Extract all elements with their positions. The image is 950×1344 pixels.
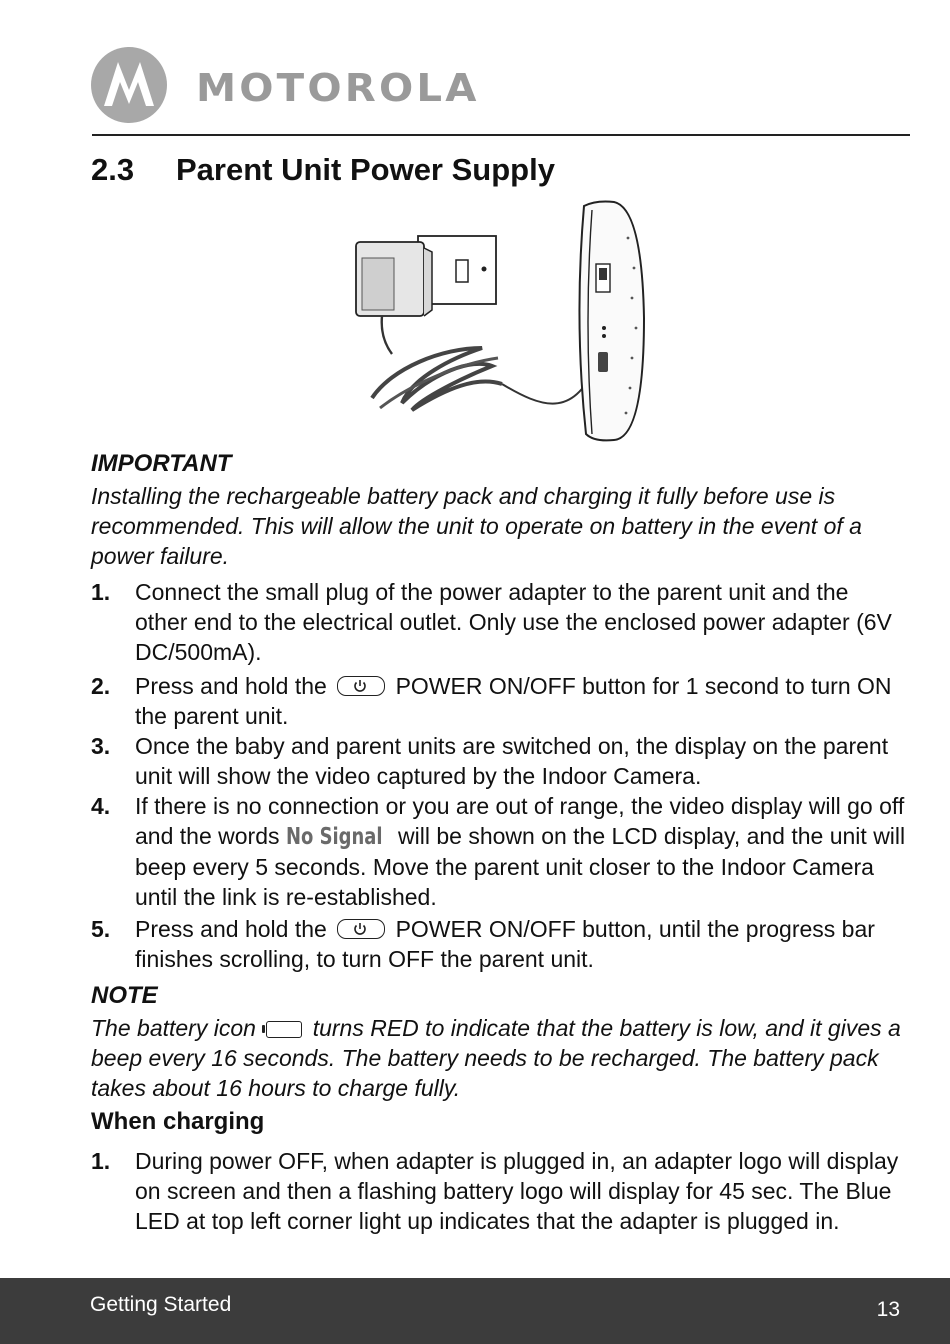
step-text-post: will be shown on the LCD display, and the unit will beep every 5 seconds. Move the parent unit closer to the Indoor Camera until the link is re-established.	[135, 823, 906, 910]
power-button-icon	[337, 919, 385, 939]
step-text-pre: Press and hold the	[135, 673, 327, 699]
list-item	[91, 731, 906, 791]
battery-icon	[266, 1021, 302, 1038]
note-heading: NOTE	[91, 982, 158, 1009]
step-text-pre: Press and hold the	[135, 916, 327, 942]
charging-steps-list	[91, 1146, 906, 1236]
power-adapter-illustration	[352, 198, 652, 444]
page-header	[90, 44, 910, 128]
list-item	[91, 914, 906, 974]
motorola-logo-icon	[90, 46, 168, 124]
important-heading: IMPORTANT	[91, 450, 232, 477]
when-charging-heading: When charging	[91, 1108, 265, 1135]
footer-section-name: Getting Started	[90, 1293, 232, 1316]
section-title	[91, 152, 555, 188]
no-signal-badge: No Signal	[285, 824, 383, 850]
section-number: 2.3	[91, 152, 135, 187]
note-text-post: turns RED to indicate that the battery is low, and it gives a beep every 16 seconds. The battery needs to be recharged. The battery pack takes about 16 hours to charge fully.	[91, 1015, 901, 1101]
step-number: 1.	[91, 579, 111, 605]
step-text-pre: If there is no connection or you are out of range, the video display will go off and the words	[135, 793, 905, 849]
step-text-post: POWER ON/OFF button for 1 second to turn ON the parent unit.	[135, 673, 892, 729]
step-text: Once the baby and parent units are switched on, the display on the parent unit will show the video captured by the Indoor Camera.	[135, 733, 889, 789]
step-text-post: POWER ON/OFF button, until the progress bar finishes scrolling, to turn OFF the parent unit.	[135, 916, 875, 972]
page-number: 13	[876, 1298, 900, 1321]
step-number: 1.	[91, 1148, 111, 1174]
note-text-pre: The battery icon	[91, 1015, 256, 1041]
section-title-text: Parent Unit Power Supply	[176, 152, 555, 187]
list-item	[91, 791, 906, 912]
list-item	[91, 1146, 906, 1236]
header-rule	[92, 134, 910, 136]
step-number: 2.	[91, 673, 111, 699]
brand-name: MOTOROLA	[196, 66, 480, 110]
step-text: During power OFF, when adapter is plugged in, an adapter logo will display on screen and then a flashing battery logo will display for 45 sec. The Blue LED at top left corner light up indicates that the adapter is plugged in.	[135, 1148, 899, 1234]
step-text: Connect the small plug of the power adapter to the parent unit and the other end to the electrical outlet. Only use the enclosed power adapter (6V DC/500mA).	[135, 579, 892, 665]
step-number: 3.	[91, 733, 111, 759]
important-text: Installing the rechargeable battery pack and charging it fully before use is recommended. This will allow the unit to operate on battery in the event of a power failure.	[91, 483, 862, 569]
power-button-icon	[337, 676, 385, 696]
page-footer	[0, 1278, 950, 1344]
step-number: 4.	[91, 793, 111, 819]
list-item	[91, 577, 906, 667]
setup-steps-list	[91, 577, 906, 974]
step-number: 5.	[91, 916, 111, 942]
list-item	[91, 671, 906, 731]
note-text	[91, 1013, 906, 1103]
